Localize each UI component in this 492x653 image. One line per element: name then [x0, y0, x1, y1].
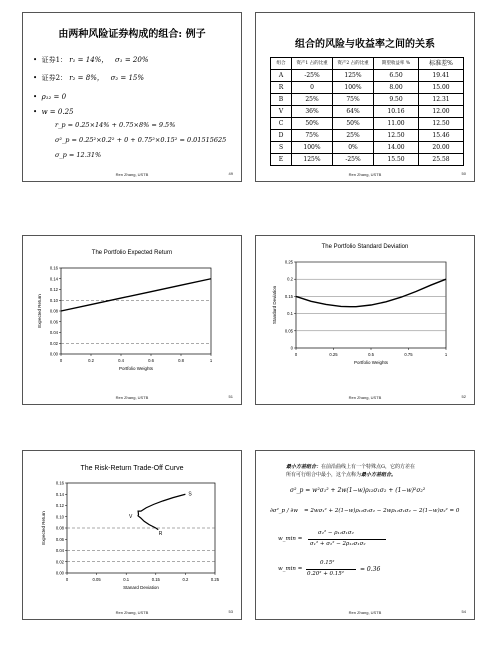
x-tick-label: 0.2 — [88, 358, 94, 363]
x-axis-label: Portfolio Weights — [119, 366, 153, 371]
table-cell: 36% — [292, 106, 333, 118]
variance-equation: σ²_p = w²σ₁² + 2w(1−w)ρ₁₂σ₁σ₂ + (1−w)²σ₂² — [290, 487, 426, 494]
series-line — [61, 279, 211, 311]
wmin-numerator-value: 0.15² — [320, 560, 335, 566]
table-cell: 14.00 — [374, 142, 419, 154]
table-cell: -25% — [333, 154, 374, 166]
table-cell: B — [271, 94, 292, 106]
table-cell: 12.31 — [419, 94, 464, 106]
y-tick-label: 0 — [290, 345, 293, 351]
y-tick-label: 0.12 — [49, 287, 58, 292]
series-line — [296, 279, 446, 307]
table-header: 期望收益率 % — [374, 58, 419, 70]
standard-deviation-chart — [256, 248, 476, 398]
fraction-bar — [306, 569, 356, 570]
y-tick-label: 0.08 — [49, 308, 58, 314]
y-tick-label: 0.16 — [55, 480, 64, 486]
y-tick-label: 0.04 — [49, 330, 58, 335]
x-tick-label: 0.8 — [178, 358, 184, 363]
wmin-result: = 0.36 — [360, 566, 381, 573]
table-cell: 0 — [292, 82, 333, 94]
x-tick-label: 0.6 — [148, 358, 154, 363]
table-cell: 12.50 — [374, 130, 419, 142]
security-2-label: 证券2： — [41, 74, 68, 82]
table-cell: 125% — [292, 154, 333, 166]
page-number: 54 — [461, 609, 466, 614]
table-cell: 50% — [333, 118, 374, 130]
page-number: 53 — [228, 609, 233, 614]
footer-text: Ren Zhang, USTB — [115, 172, 149, 177]
portfolio-return-eq: r_p = 0.25×14% + 0.75×8% = 9.5% — [55, 121, 176, 129]
wmin-denominator: σ₁² + σ₂² − 2ρ₁₂σ₁σ₂ — [310, 541, 366, 547]
portfolio-sd-eq: σ_p = 12.31% — [55, 151, 102, 159]
footer-text: Ren Zhang, USTB — [115, 610, 149, 615]
table-cell: 11.00 — [374, 118, 419, 130]
footer-text: Ren Zhang, USTB — [348, 610, 382, 615]
table-cell: D — [271, 130, 292, 142]
x-axis-label: Portfolio Weights — [354, 360, 388, 365]
table-row — [271, 106, 464, 118]
table-cell: 25% — [333, 130, 374, 142]
y-tick-label: 0.10 — [49, 297, 58, 303]
chart-title: The Portfolio Expected Return — [91, 250, 173, 256]
table-header: 资产1 占的比重 — [292, 58, 333, 70]
table-cell: -25% — [292, 70, 333, 82]
table-cell: E — [271, 154, 292, 166]
security-1-return: r₁ = 14%， — [69, 56, 109, 64]
expected-return-chart — [23, 254, 243, 404]
x-tick-label: 0.5 — [368, 352, 374, 357]
table-row — [271, 94, 464, 106]
table-cell: 100% — [333, 82, 374, 94]
x-tick-label: 0.25 — [210, 577, 220, 582]
risk-return-table — [270, 57, 464, 166]
page-number: 50 — [461, 171, 466, 176]
y-tick-label: 0.1 — [287, 311, 293, 317]
bullet-dot-icon: • — [33, 74, 38, 82]
y-tick-label: 0.04 — [55, 548, 64, 553]
derivative-rhs: = 2wσ₁² + 2(1−w)ρ₁₂σ₁σ₂ − 2wρ₁₂σ₁σ₂ − 2(1−w)σ₂² = 0 — [304, 508, 460, 514]
x-axis-label: Stanard Deviation — [123, 585, 159, 590]
y-tick-label: 0.05 — [284, 328, 293, 334]
wmin-label: w_min = — [278, 536, 303, 542]
table-cell: 15.00 — [419, 82, 464, 94]
wmin-numerator: σ₂² − ρ₁₂σ₁σ₂ — [318, 530, 354, 536]
y-tick-label: 0.12 — [55, 503, 64, 508]
table-row — [271, 70, 464, 82]
point-label-v: V — [129, 513, 133, 520]
footer-text: Ren Zhang, USTB — [115, 395, 149, 400]
x-tick-label: 0.4 — [118, 358, 124, 363]
table-cell: 9.50 — [374, 94, 419, 106]
x-tick-label: 1 — [444, 352, 448, 357]
intro-text: 所有可行组合中最小，这个点称为 — [286, 472, 362, 478]
table-cell: S — [271, 142, 292, 154]
point-label-r: R — [158, 531, 163, 537]
min-variance-intro — [286, 463, 415, 470]
table-row — [271, 118, 464, 130]
table-cell: 8.00 — [374, 82, 419, 94]
x-tick-label: 0.25 — [329, 352, 338, 357]
chart-title: The Portfolio Standard Deviation — [321, 244, 409, 250]
x-tick-label: 0.15 — [151, 577, 160, 582]
min-variance-term: 最小方差组合： — [286, 464, 322, 470]
table-header-row — [271, 58, 464, 70]
bullet-security-1 — [33, 55, 148, 65]
table-cell: 6.50 — [374, 70, 419, 82]
y-tick-label: 0.2 — [287, 276, 293, 282]
wmin-label: w_min = — [278, 566, 303, 572]
weight-value: w = 0.25 — [41, 108, 74, 116]
security-1-label: 证券1： — [41, 56, 68, 64]
footer-text: Ren Zhang, USTB — [348, 395, 382, 400]
slide-50 — [255, 12, 475, 182]
x-tick-label: 0.05 — [92, 577, 101, 582]
bullet-dot-icon: • — [33, 93, 38, 101]
slide-52 — [255, 235, 475, 405]
point-label-s: S — [188, 491, 192, 498]
slide-53 — [22, 450, 242, 620]
page-number: 49 — [228, 171, 233, 176]
x-tick-label: 0 — [59, 358, 63, 363]
table-cell: 50% — [292, 118, 333, 130]
chart-title: The Risk-Return Trade-Off Curve — [80, 465, 184, 472]
x-tick-label: 0.75 — [404, 352, 413, 357]
security-2-sd: σ₂ = 15% — [110, 74, 145, 82]
portfolio-variance-eq: σ²_p = 0.25²×0.2² + 0 + 0.75²×0.15² = 0.01515625 — [55, 136, 227, 144]
table-row — [271, 142, 464, 154]
table-row — [271, 82, 464, 94]
x-tick-label: 1 — [209, 358, 213, 363]
table-cell: 100% — [292, 142, 333, 154]
table-cell: 64% — [333, 106, 374, 118]
y-tick-label: 0.10 — [55, 514, 64, 520]
series-line — [138, 494, 185, 529]
bullet-dot-icon: • — [33, 56, 38, 64]
trade-off-chart — [23, 469, 243, 619]
slide-51 — [22, 235, 242, 405]
slide-49 — [22, 12, 242, 182]
intro-text: 在前沿曲线上有一个特殊点G，它的方差在 — [321, 464, 416, 470]
x-tick-label: 0.2 — [182, 577, 189, 582]
table-cell: 15.50 — [374, 154, 419, 166]
plot-area — [61, 268, 211, 354]
table-cell: 20.00 — [419, 142, 464, 154]
y-tick-label: 0.08 — [55, 525, 64, 531]
fraction-bar — [308, 539, 386, 540]
slide-title: 组合的风险与收益率之间的关系 — [295, 39, 435, 50]
wmin-denominator-value: 0.20² + 0.15² — [307, 571, 345, 577]
y-tick-label: 0.14 — [55, 491, 64, 497]
min-variance-intro-2 — [286, 471, 396, 478]
y-axis-label: Expected Return — [41, 511, 46, 545]
min-variance-term: 最小方差组合。 — [361, 472, 397, 478]
table-cell: C — [271, 118, 292, 130]
derivative-lhs: ∂σ²_p / ∂w — [270, 508, 298, 514]
y-tick-label: 0.15 — [284, 293, 293, 299]
bullet-correlation — [33, 93, 66, 101]
y-axis-label: Expected Return — [37, 294, 42, 328]
bullet-weight — [33, 108, 74, 116]
table-row — [271, 154, 464, 166]
table-cell: V — [271, 106, 292, 118]
table-cell: 75% — [292, 130, 333, 142]
table-cell: R — [271, 82, 292, 94]
table-cell: A — [271, 70, 292, 82]
table-cell: 15.46 — [419, 130, 464, 142]
y-tick-label: 0.14 — [49, 276, 58, 282]
table-header: 资产2 占的比重 — [333, 58, 374, 70]
y-tick-label: 0.02 — [49, 340, 58, 346]
table-header: 标准差% — [419, 58, 464, 70]
x-tick-label: 0.1 — [123, 577, 130, 582]
table-cell: 25% — [292, 94, 333, 106]
x-tick-label: 0 — [294, 352, 298, 357]
correlation-value: ρ₁₂ = 0 — [41, 93, 67, 101]
table-cell: 75% — [333, 94, 374, 106]
security-1-sd: σ₁ = 20% — [115, 56, 149, 64]
page-number: 52 — [461, 394, 466, 399]
y-axis-label: Standard Deviation — [272, 285, 277, 325]
table-cell: 0% — [333, 142, 374, 154]
table-cell: 10.16 — [374, 106, 419, 118]
y-tick-label: 0.00 — [55, 570, 64, 576]
page-number: 51 — [228, 394, 233, 399]
slide-title: 由两种风险证券构成的组合: 例子 — [58, 29, 206, 40]
table-header: 组合 — [271, 58, 292, 70]
table-cell: 12.50 — [419, 118, 464, 130]
y-tick-label: 0.16 — [49, 265, 58, 271]
y-tick-label: 0.06 — [55, 536, 64, 542]
security-2-return: r₂ = 8%， — [69, 74, 104, 82]
y-tick-label: 0.02 — [55, 559, 64, 565]
table-cell: 12.00 — [419, 106, 464, 118]
footer-text: Ren Zhang, USTB — [348, 172, 382, 177]
table-cell: 125% — [333, 70, 374, 82]
y-tick-label: 0.00 — [49, 351, 58, 357]
slide-54 — [255, 450, 475, 620]
y-tick-label: 0.25 — [284, 259, 293, 265]
bullet-dot-icon: • — [33, 108, 38, 116]
x-tick-label: 0 — [65, 577, 69, 582]
y-tick-label: 0.06 — [49, 319, 58, 325]
bullet-security-2 — [33, 73, 144, 83]
table-cell: 19.41 — [419, 70, 464, 82]
table-cell: 25.58 — [419, 154, 464, 166]
table-row — [271, 130, 464, 142]
